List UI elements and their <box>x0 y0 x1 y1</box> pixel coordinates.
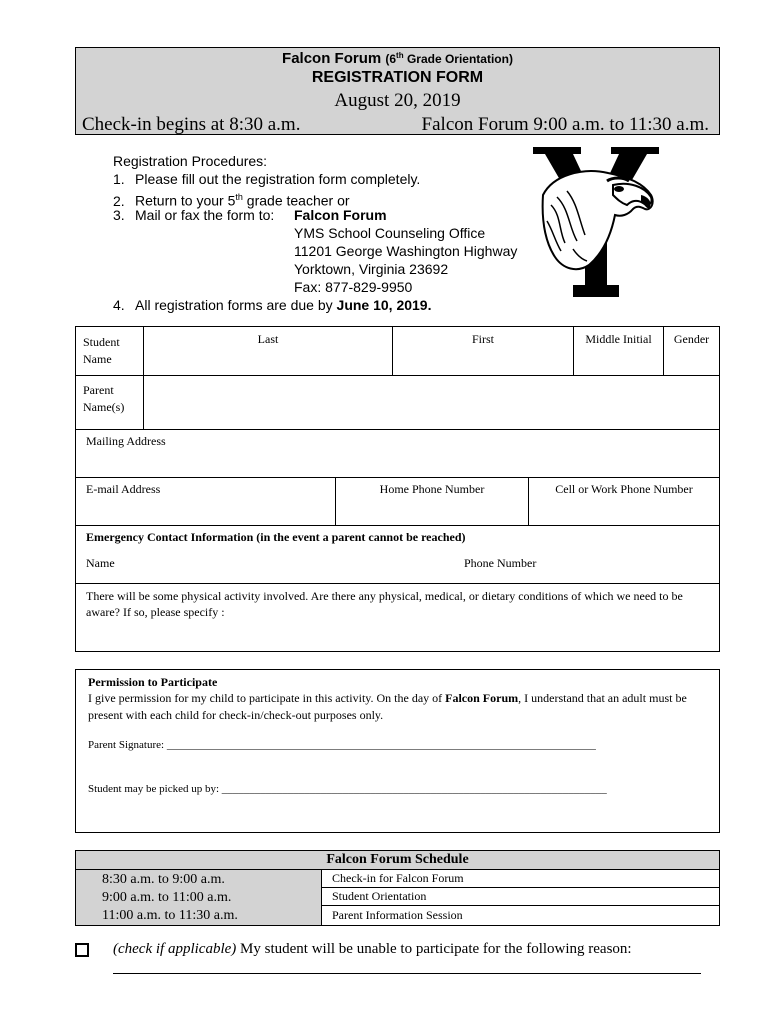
event-title-line <box>76 50 719 67</box>
emergency-phone-label[interactable]: Phone Number <box>464 556 537 570</box>
address-name: Falcon Forum <box>294 207 387 223</box>
schedule-time: 9:00 a.m. to 11:00 a.m. <box>102 890 232 905</box>
unable-text: (check if applicable) My student will be unable to participate for the following reason: <box>113 941 632 957</box>
falcon-logo <box>533 145 659 299</box>
event-title: Falcon Forum <box>282 50 382 67</box>
procedure-step-4: 4. All registration forms are due by June 10, 2019. <box>113 297 432 313</box>
address-line: Fax: 877-829-9950 <box>294 279 413 295</box>
schedule-event: Parent Information Session <box>332 908 463 922</box>
event-date: August 20, 2019 <box>334 90 461 111</box>
schedule-table <box>75 850 720 926</box>
gender-label: Gender <box>673 332 710 346</box>
schedule-event-row <box>322 870 719 888</box>
form-header <box>75 47 720 135</box>
schedule-times <box>76 870 322 925</box>
registration-table <box>75 326 720 652</box>
student-gender-field[interactable] <box>664 327 719 376</box>
procedure-step-3: 3. Mail or fax the form to: Falcon Forum <box>113 207 387 223</box>
home-phone-field[interactable] <box>336 478 529 526</box>
schedule-event-row <box>322 906 719 925</box>
parent-name-label: Parent Name(s) <box>83 383 125 414</box>
middle-initial-label: Middle Initial <box>585 332 652 346</box>
medical-conditions-field[interactable] <box>76 584 719 651</box>
permission-heading: Permission to Participate <box>88 675 218 689</box>
home-phone-label: Home Phone Number <box>379 482 485 496</box>
form-title: REGISTRATION FORM <box>311 69 484 86</box>
student-name-label: Student Name <box>83 335 120 366</box>
student-last-name-field[interactable] <box>144 327 393 376</box>
schedule-time: 11:00 a.m. to 11:30 a.m. <box>102 908 238 923</box>
permission-section <box>75 669 720 833</box>
email-label: E-mail Address <box>86 482 161 496</box>
emergency-contact-section <box>76 526 719 584</box>
parent-name-field[interactable] <box>144 376 719 430</box>
procedure-step-1: 1. Please fill out the registration form completely. <box>113 171 421 187</box>
cell-phone-label: Cell or Work Phone Number <box>555 482 693 496</box>
address-line: YMS School Counseling Office <box>294 225 486 241</box>
address-line: Yorktown, Virginia 23692 <box>294 261 449 277</box>
parent-name-label-cell <box>76 376 144 430</box>
schedule-title: Falcon Forum Schedule <box>326 852 469 867</box>
mailing-address-label: Mailing Address <box>86 434 166 448</box>
email-field[interactable] <box>76 478 336 526</box>
checkin-time: Check-in begins at 8:30 a.m. <box>82 114 301 135</box>
emergency-name-label[interactable]: Name <box>86 556 115 570</box>
medical-question: There will be some physical activity involved. Are there any physical, medical, or dietary conditions of which we need to be aware? If so, please specify : <box>86 589 683 619</box>
reason-line[interactable] <box>113 973 701 974</box>
schedule-time: 8:30 a.m. to 9:00 a.m. <box>102 872 225 887</box>
forum-time: Falcon Forum 9:00 a.m. to 11:30 a.m. <box>421 114 709 135</box>
schedule-header <box>76 851 719 870</box>
mailing-address-field[interactable] <box>76 430 719 478</box>
last-name-label: Last <box>257 332 279 346</box>
student-first-name-field[interactable] <box>393 327 574 376</box>
registration-procedures <box>113 152 543 313</box>
schedule-event: Student Orientation <box>332 889 427 903</box>
schedule-event: Check-in for Falcon Forum <box>332 871 464 885</box>
parent-signature-line[interactable]: Parent Signature: ______________________________________________________________________________ <box>88 739 596 751</box>
emergency-heading: Emergency Contact Information (in the event a parent cannot be reached) <box>86 530 466 544</box>
schedule-event-row <box>322 888 719 906</box>
first-name-label: First <box>471 332 494 346</box>
student-name-label-cell <box>76 327 144 376</box>
permission-text: I give permission for my child to participate in this activity. On the day of Falcon Forum, I understand that an adult must be present with each child for check-in/check-out purposes only. <box>88 691 687 722</box>
pickup-line[interactable]: Student may be picked up by: ______________________________________________________________________ <box>88 783 607 795</box>
student-middle-initial-field[interactable] <box>574 327 664 376</box>
unable-checkbox[interactable] <box>75 943 89 957</box>
procedure-step-2: 2. Return to your 5th grade teacher or <box>113 192 350 209</box>
event-subtitle: (6th Grade Orientation) <box>385 51 513 66</box>
procedures-heading: Registration Procedures: <box>113 153 268 169</box>
address-line: 11201 George Washington Highway <box>294 243 518 259</box>
cell-phone-field[interactable] <box>529 478 719 526</box>
